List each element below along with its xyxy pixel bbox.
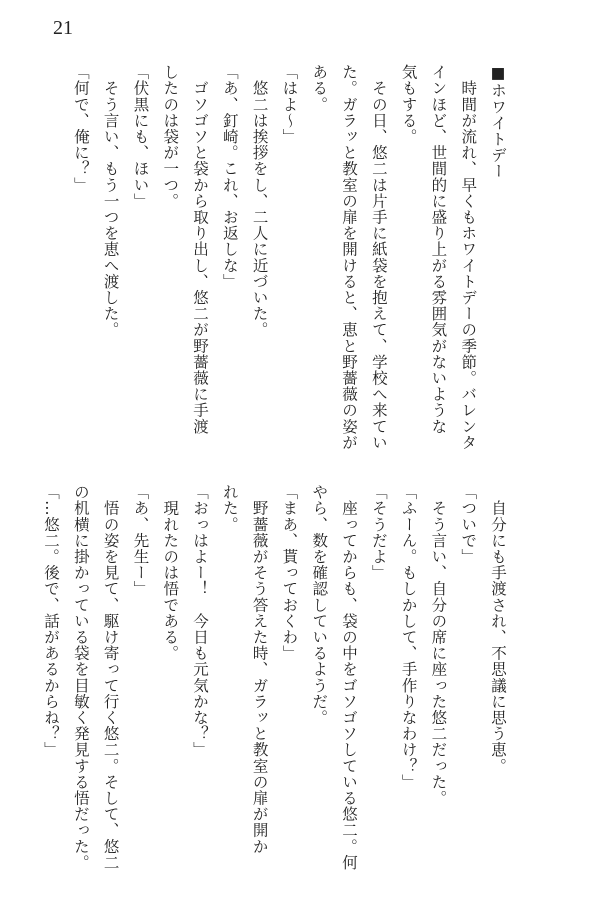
- text-line: 「何で、俺に？」: [71, 64, 90, 193]
- text-line: 現れたのは悟である。: [161, 484, 180, 662]
- text-line: したのは袋が一つ。: [161, 64, 180, 209]
- text-line: 「はよ〜」: [280, 64, 299, 145]
- text-line: 「伏黒にも、ほい」: [131, 64, 150, 209]
- text-line: やら、数を確認しているようだ。: [310, 484, 329, 726]
- text-line: 「…悠二。後で、話があるからね？」: [42, 484, 61, 758]
- text-line: 野薔薇がそう答えた時、ガラッと教室の扉が開か: [250, 484, 269, 855]
- text-line: 悠二は挨拶をし、二人に近づいた。: [250, 64, 269, 338]
- section-heading: ■ホワイトデー: [489, 64, 507, 180]
- text-line: た。ガラッと教室の扉を開けると、恵と野薔薇の姿が: [340, 64, 359, 451]
- text-line: の机横に掛かっている袋を目敏く発見する悟だった。: [71, 484, 90, 871]
- text-line: 「おっはよー！ 今日も元気かな？」: [191, 484, 210, 758]
- text-line: 悟の姿を見て、駆け寄って行く悠二。そして、悠二: [101, 484, 120, 871]
- text-line: 「あ、釘崎。これ、お返しな」: [220, 64, 239, 290]
- top-text-block: [62, 64, 512, 464]
- text-line: れた。: [220, 484, 239, 533]
- text-line: 「あ、先生ー」: [131, 484, 150, 597]
- text-line: 「ついで」: [459, 484, 478, 565]
- text-line: そう言い、自分の席に座った悠二だった。: [429, 484, 448, 806]
- text-line: ある。: [310, 64, 329, 113]
- text-line: そう言い、もう一つを恵へ渡した。: [101, 64, 120, 338]
- text-line: 「まあ、貰っておくわ」: [280, 484, 299, 662]
- text-line: 時間が流れ、早くもホワイトデーの季節。バレンタ: [459, 64, 478, 451]
- text-line: 座ってからも、袋の中をゴソゴソしている悠二。何: [340, 484, 359, 871]
- text-line: 「ふーん。もしかして、手作りなわけ？」: [399, 484, 418, 790]
- text-line: 自分にも手渡され、不思議に思う恵。: [489, 484, 507, 774]
- bottom-text-block: [42, 484, 512, 871]
- text-line: 気もする。: [399, 64, 418, 145]
- text-line: その日、悠二は片手に紙袋を抱えて、学校へ来てい: [369, 64, 388, 451]
- text-line: 「そうだよ」: [369, 484, 388, 581]
- text-line: ゴソゴソと袋から取り出し、悠二が野薔薇に手渡: [191, 64, 210, 435]
- page-number: 21: [53, 17, 73, 39]
- text-line: インほど、世間的に盛り上がる雰囲気がないような: [429, 64, 448, 435]
